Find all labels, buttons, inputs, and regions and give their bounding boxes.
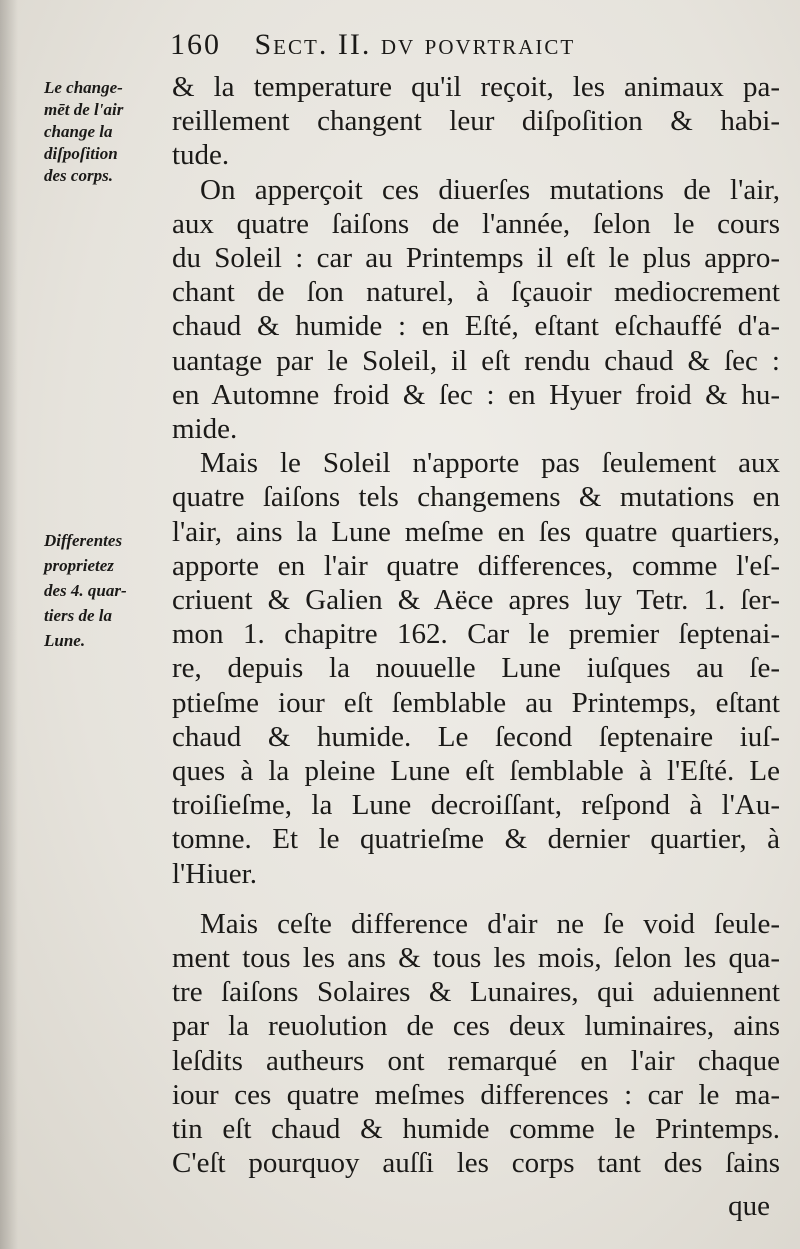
marginal-line: mēt de l'air bbox=[44, 100, 124, 119]
marginal-line: des 4. quar- bbox=[44, 581, 127, 600]
text-line: re, depuis la nouuelle Lune iuſques au ſe- bbox=[172, 652, 780, 685]
running-header bbox=[170, 28, 730, 62]
text-line: tomne. Et le quatrieſme & dernier quartier, à bbox=[172, 823, 780, 856]
text-line: quatre ſaiſons tels changemens & mutations en bbox=[172, 481, 780, 514]
text-line: aux quatre ſaiſons de l'année, ſelon le cours bbox=[172, 207, 780, 240]
text-line: l'Hiuer. bbox=[172, 857, 257, 890]
marginal-line: Differentes bbox=[44, 531, 123, 550]
text-line: Mais ceſte difference d'air ne ſe void ſeule- bbox=[200, 907, 780, 940]
text-line: en Automne froid & ſec : en Hyuer froid & hu- bbox=[172, 378, 780, 411]
text-line: iour ces quatre meſmes differences : car le ma- bbox=[172, 1078, 780, 1111]
text-line: & la temperature qu'il reçoit, les animaux pa- bbox=[172, 71, 780, 103]
marginal-line: tiers de la bbox=[44, 606, 112, 625]
paragraph-3 bbox=[172, 446, 780, 891]
running-title: Sect. II. dv povrtraict bbox=[254, 28, 576, 61]
marginal-line: diſpoſition bbox=[44, 144, 118, 163]
marginal-line: Le change- bbox=[44, 78, 123, 97]
text-line: uantage par le Soleil, il eſt rendu chaud & ſec : bbox=[172, 344, 780, 377]
text-line: tin eſt chaud & humide comme le Printemps. bbox=[172, 1113, 780, 1146]
text-line: mon 1. chapitre 162. Car le premier ſeptenai- bbox=[172, 618, 780, 651]
text-line: troiſieſme, la Lune decroiſſant, reſpond à l'Au- bbox=[172, 789, 780, 822]
text-line: C'eſt pourquoy auſſi les corps tant des ſains bbox=[172, 1147, 780, 1180]
text-line: mide. bbox=[172, 413, 238, 446]
gutter-shadow bbox=[0, 0, 18, 1249]
text-line: l'air, ains la Lune meſme en ſes quatre quartiers, bbox=[172, 515, 780, 548]
text-line: tude. bbox=[172, 139, 230, 172]
page-number: 160 bbox=[170, 28, 221, 61]
marginal-line: proprietez bbox=[44, 556, 114, 575]
marginal-line: Lune. bbox=[44, 631, 86, 650]
text-line: leſdits autheurs ont remarqué en l'air chaque bbox=[172, 1044, 780, 1077]
text-line: par la reuolution de ces deux luminaires, ains bbox=[172, 1010, 780, 1043]
marginal-note-1 bbox=[44, 77, 164, 187]
text-line: criuent & Galien & Aëce apres luy Tetr. 1. ſer- bbox=[172, 584, 780, 617]
text-line: ques à la pleine Lune eſt ſemblable à l'Eſté. Le bbox=[172, 755, 780, 788]
marginal-note-2 bbox=[44, 528, 164, 653]
paragraph-2 bbox=[172, 173, 780, 447]
marginal-line: des corps. bbox=[44, 166, 113, 185]
text-line: tre ſaiſons Solaires & Lunaires, qui aduiennent bbox=[172, 976, 780, 1009]
paragraph-gap bbox=[172, 891, 780, 907]
paragraph-1 bbox=[172, 70, 780, 173]
text-line: du Soleil : car au Printemps il eſt le plus appro- bbox=[172, 242, 780, 275]
text-line: apporte en l'air quatre differences, comme l'eſ- bbox=[172, 549, 780, 582]
paragraph-4 bbox=[172, 907, 780, 1181]
text-line: On apperçoit ces diuerſes mutations de l'air, bbox=[200, 173, 780, 206]
text-line: reillement changent leur diſpoſition & habi- bbox=[172, 105, 780, 138]
marginal-line: change la bbox=[44, 122, 113, 141]
text-line: Mais le Soleil n'apporte pas ſeulement aux bbox=[200, 447, 780, 480]
text-line: chaud & humide : en Eſté, eſtant eſchauffé d'a- bbox=[172, 310, 780, 343]
text-line: chaud & humide. Le ſecond ſeptenaire iuſ- bbox=[172, 720, 780, 753]
text-line: chant de ſon naturel, à ſçauoir mediocrement bbox=[172, 276, 780, 309]
text-line: ment tous les ans & tous les mois, ſelon les qua- bbox=[172, 942, 780, 975]
text-line: ptieſme iour eſt ſemblable au Printemps, eſtant bbox=[172, 686, 780, 719]
main-text bbox=[172, 70, 780, 1181]
catchword: que bbox=[728, 1190, 770, 1222]
